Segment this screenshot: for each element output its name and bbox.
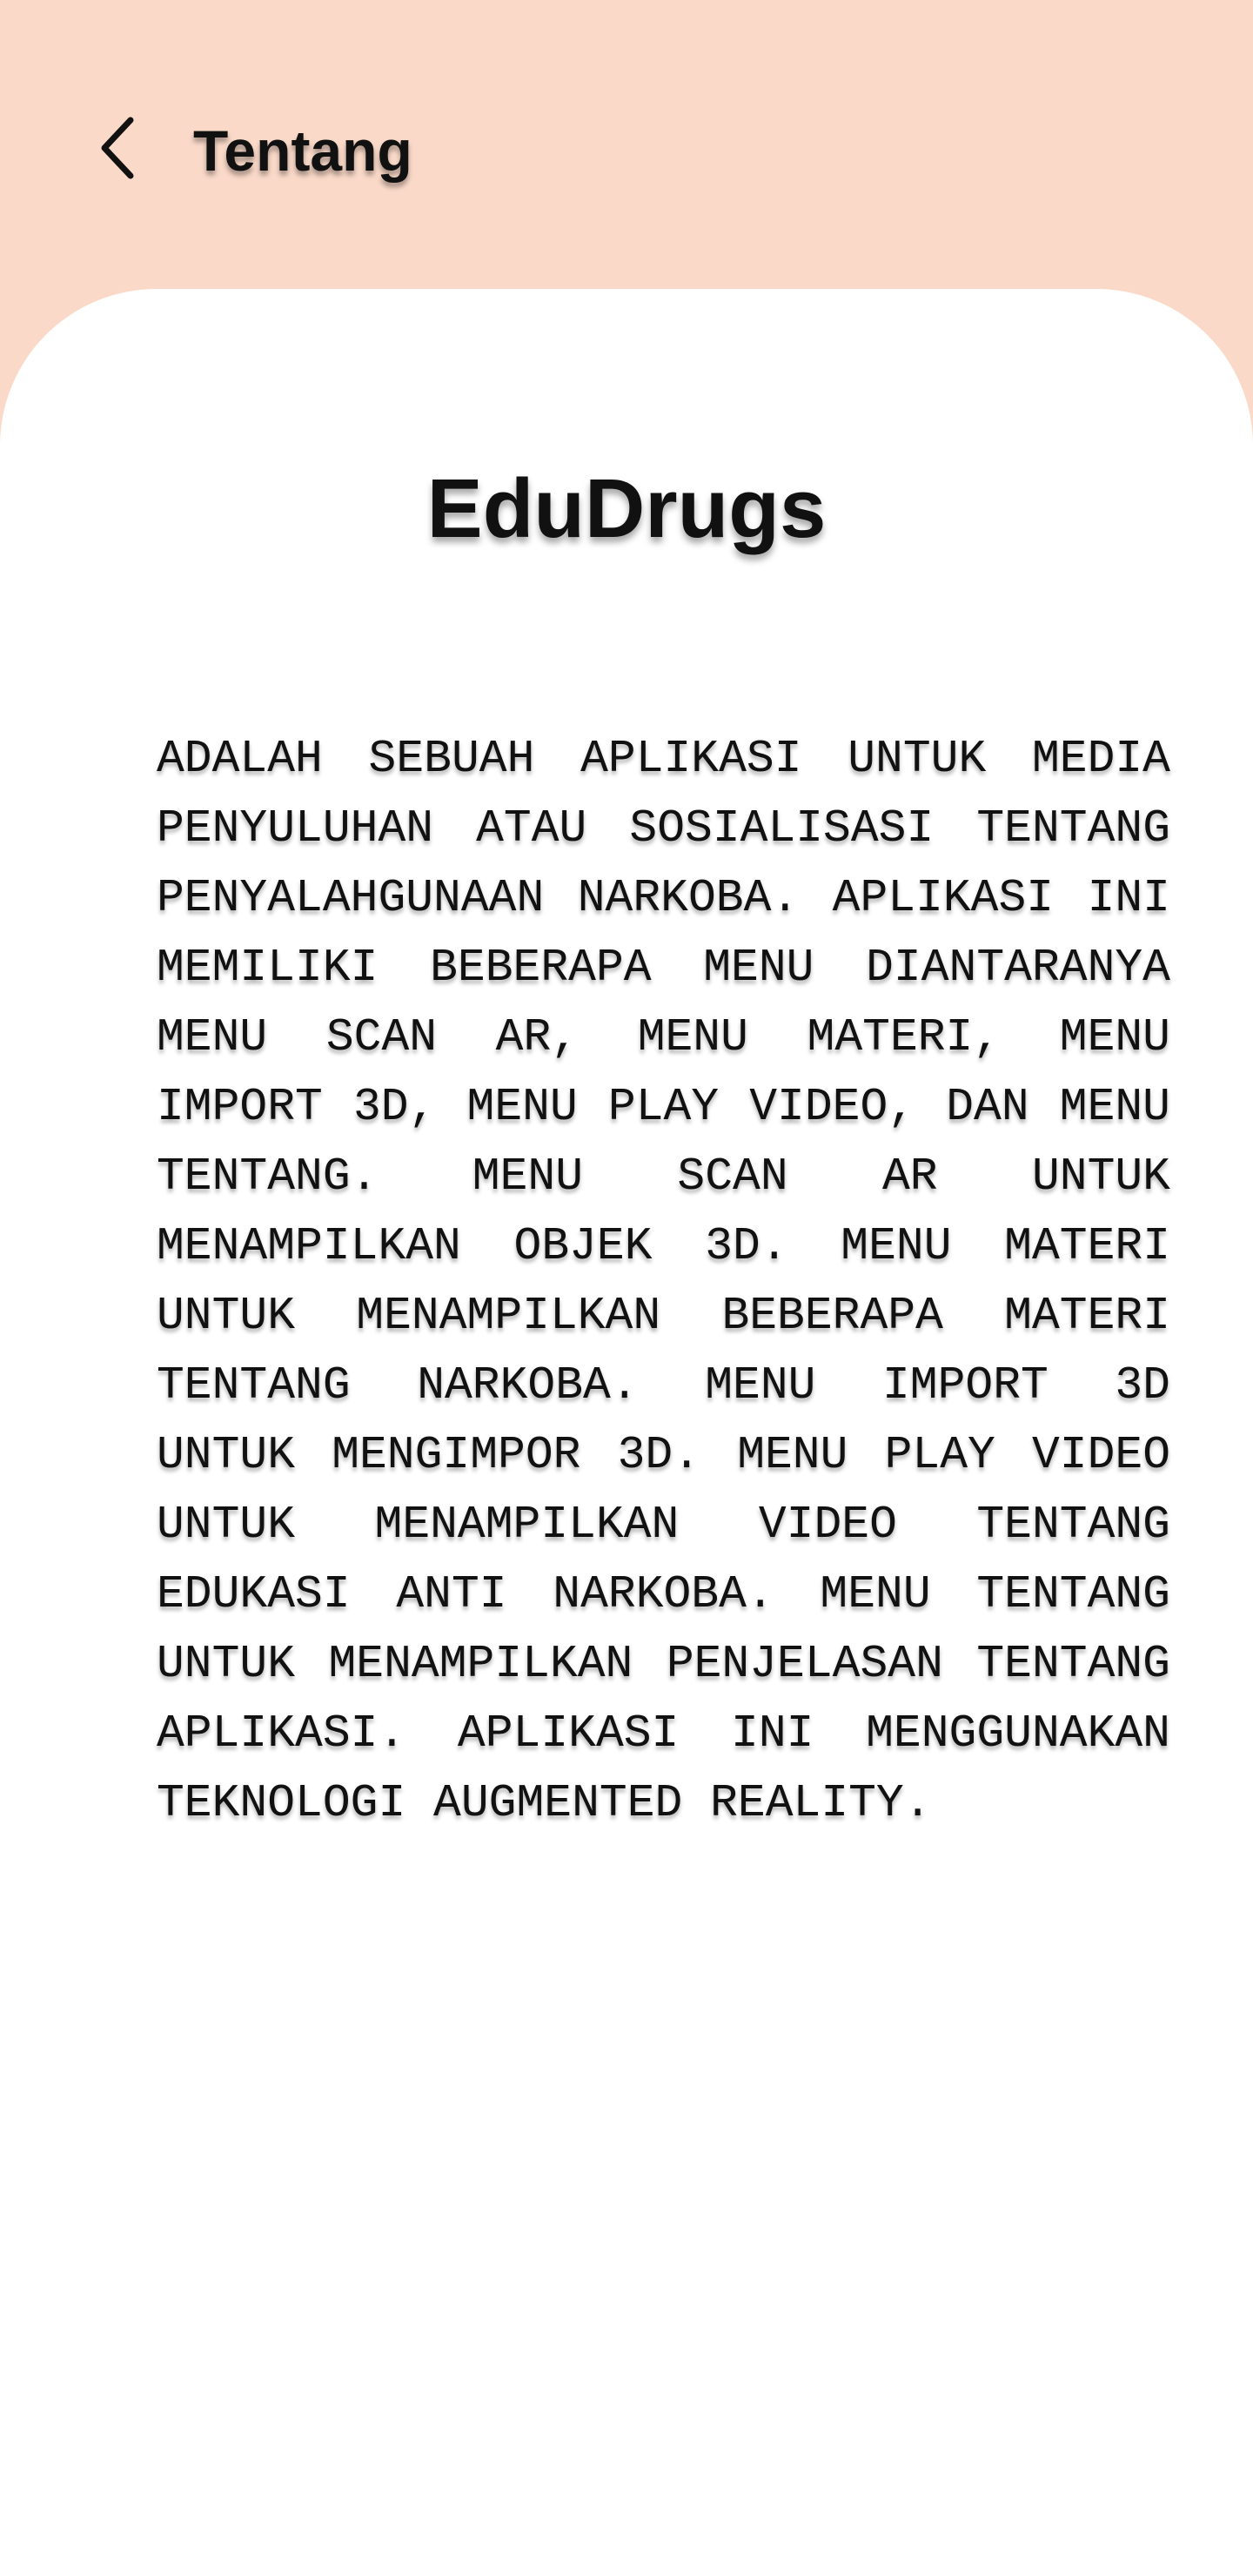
back-button[interactable] [87, 109, 148, 187]
top-app-bar [0, 0, 1253, 296]
page-title: Tentang [193, 118, 412, 183]
app-description: ADALAH SEBUAH APLIKASI UNTUK MEDIA PENYULUHAN ATAU SOSIALISASI TENTANG PENYALAHGUNAAN NARKOBA. APLIKASI INI MEMILIKI BEBERAPA MENU DIANTARANYA MENU SCAN AR, MENU MATERI, MENU IMPORT 3D, MENU PLAY VIDEO, DAN MENU TENTANG. MENU SCAN AR UNTUK MENAMPILKAN OBJEK 3D. MENU MATERI UNTUK MENAMPILKAN BEBERAPA MATERI TENTANG NARKOBA. MENU IMPORT 3D UNTUK MENGIMPOR 3D. MENU PLAY VIDEO UNTUK MENAMPILKAN VIDEO TENTANG EDUKASI ANTI NARKOBA. MENU TENTANG UNTUK MENAMPILKAN PENJELASAN TENTANG APLIKASI. APLIKASI INI MENGGUNAKAN TEKNOLOGI AUGMENTED REALITY. [157, 733, 1170, 1829]
app-name-heading: EduDrugs [426, 462, 827, 555]
chevron-left-icon [97, 117, 137, 179]
content-card [0, 289, 1253, 2576]
